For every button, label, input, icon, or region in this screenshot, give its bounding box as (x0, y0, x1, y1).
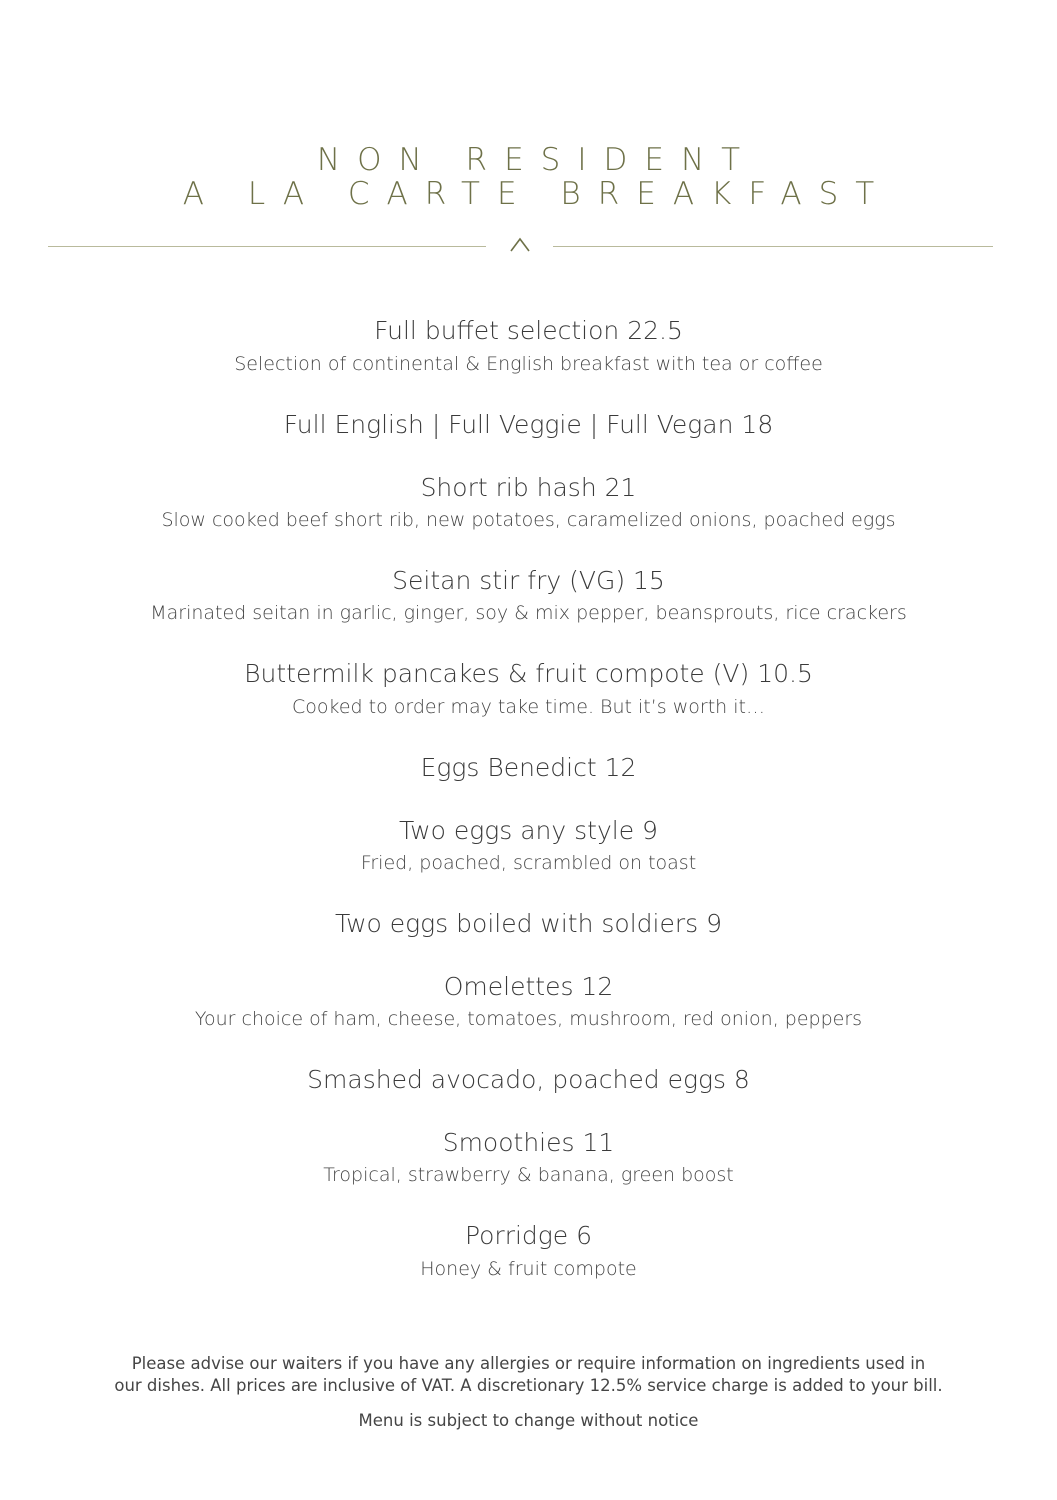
menu-item-name: Short rib hash 21 (420, 473, 637, 502)
menu-item-name: Seitan stir fry (VG) 15 (392, 566, 665, 595)
divider-right (553, 246, 993, 247)
menu-item-name: Smashed avocado, poached eggs 8 (307, 1065, 750, 1094)
change-notice: Menu is subject to change without notice (358, 1411, 699, 1430)
menu-item-name: Two eggs any style 9 (399, 816, 658, 845)
menu-title-line-1: NON RESIDENT (316, 142, 758, 178)
menu-item-name: Two eggs boiled with soldiers 9 (334, 909, 723, 938)
menu-item-description: Marinated seitan in garlic, ginger, soy & mix pepper, beansprouts, rice crackers (150, 602, 907, 624)
menu-item-description: Selection of continental & English breakfast with tea or coffee (234, 353, 823, 375)
menu-item-name: Omelettes 12 (443, 972, 614, 1001)
menu-item-name: Buttermilk pancakes & fruit compote (V) 10.5 (244, 659, 813, 688)
menu-item-description: Tropical, strawberry & banana, green boost (323, 1164, 734, 1186)
allergy-notice-line-1: Please advise our waiters if you have any allergies or require information on ingredients used in (131, 1354, 926, 1373)
menu-item-name: Porridge 6 (464, 1221, 593, 1250)
menu-item-name: Eggs Benedict 12 (420, 753, 637, 782)
chevron-up-icon (508, 236, 532, 252)
menu-item-name: Full buffet selection 22.5 (374, 316, 683, 345)
allergy-notice-line-2: our dishes. All prices are inclusive of VAT. A discretionary 12.5% service charge is added to your bill. (114, 1376, 943, 1395)
menu-item-description: Fried, poached, scrambled on toast (360, 852, 697, 874)
divider-left (48, 246, 486, 247)
menu-item-description: Honey & fruit compote (420, 1258, 637, 1280)
menu-item-name: Full English | Full Veggie | Full Vegan 18 (283, 410, 774, 439)
menu-item-description: Your choice of ham, cheese, tomatoes, mushroom, red onion, peppers (194, 1008, 863, 1030)
menu-item-description: Cooked to order may take time. But it’s worth it… (292, 696, 765, 718)
menu-title-line-2: A LA CARTE BREAKFAST (182, 176, 892, 212)
menu-item-name: Smoothies 11 (442, 1128, 615, 1157)
menu-item-description: Slow cooked beef short rib, new potatoes, caramelized onions, poached eggs (161, 509, 896, 531)
